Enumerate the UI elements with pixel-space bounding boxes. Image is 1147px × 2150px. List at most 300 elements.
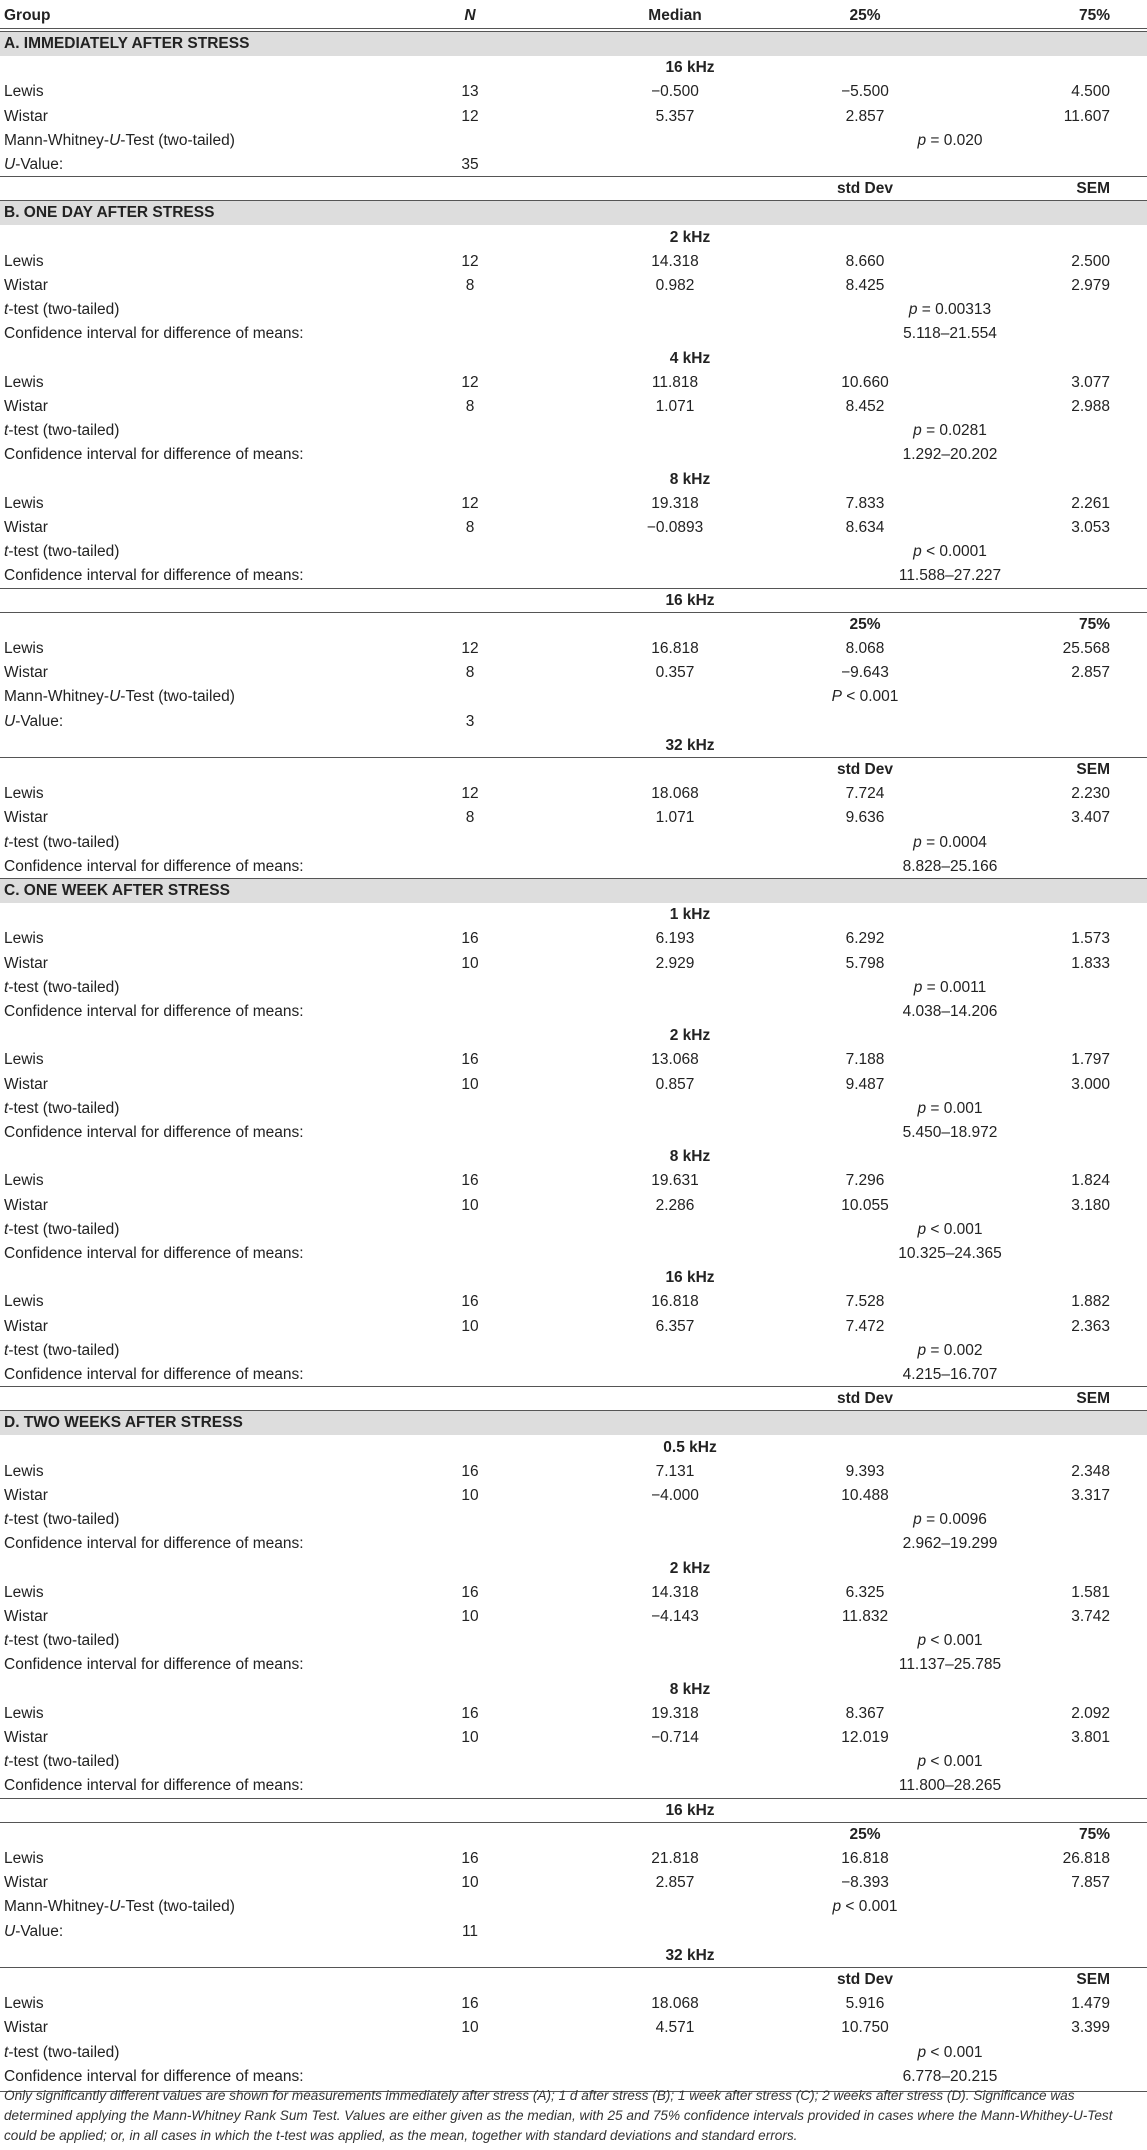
table-cell: 10 (461, 1487, 479, 1504)
table-row (0, 1460, 1147, 1484)
statistic-label-part: Confidence interval for difference of means: (4, 1535, 304, 1553)
table-cell: 1.479 (1071, 1995, 1110, 2013)
statistic-symbol: p (908, 301, 918, 319)
statistic-label (4, 1097, 119, 1121)
table-cell: 2.988 (1071, 398, 1110, 415)
frequency-subheader (0, 589, 1147, 613)
statistic-label (4, 2041, 119, 2065)
subheader-col-a: std Dev (837, 761, 893, 778)
subheader-row (0, 758, 1147, 782)
table-row (0, 274, 1147, 298)
frequency-label: 16 kHz (665, 1801, 715, 1819)
statistic-label (4, 1508, 119, 1532)
table-cell: 13.068 (651, 1051, 699, 1069)
table-cell: 26.818 (1062, 1850, 1110, 1867)
statistic-row (0, 1097, 1147, 1121)
statistic-result (780, 1242, 1120, 1266)
table-cell: 12 (461, 785, 479, 803)
statistic-label-part: -test (two-tailed) (8, 1099, 120, 1117)
table-cell: Lewis (4, 1293, 44, 1311)
frequency-subheader (0, 1145, 1147, 1169)
table-cell: 7.131 (655, 1462, 695, 1480)
table-row (0, 637, 1147, 661)
statistic-label-part: Confidence interval for difference of means: (4, 446, 304, 464)
table-cell: 12 (461, 640, 479, 657)
table-cell: 10.660 (841, 373, 889, 391)
table-cell: 18.068 (651, 1995, 699, 2013)
table-cell: −5.500 (841, 83, 889, 101)
statistic-label-part: t (4, 1099, 9, 1117)
statistic-symbol: p (913, 1511, 922, 1529)
table-cell: 10 (461, 1729, 479, 1746)
table-cell: 5.798 (845, 954, 885, 972)
table-cell: 1.071 (655, 809, 695, 827)
table-cell: 9.636 (845, 809, 885, 827)
statistic-label-part: t (4, 833, 9, 851)
statistic-label (4, 976, 119, 1000)
statistic-number: = 0.0281 (921, 422, 987, 440)
table-row (0, 1581, 1147, 1605)
table-row (0, 1484, 1147, 1508)
statistic-row (0, 1774, 1147, 1798)
statistic-label (4, 298, 119, 322)
subheader-col-a: std Dev (837, 1971, 893, 1988)
statistic-result (780, 2041, 1120, 2065)
table-cell: 3.180 (1071, 1196, 1110, 1214)
table-cell: 1.581 (1071, 1583, 1110, 1601)
statistic-label-part: -test (two-tailed) (8, 1511, 120, 1529)
table-header-row (0, 4, 1147, 28)
statistic-label-part: -test (two-tailed) (8, 543, 120, 561)
table-cell: 10 (461, 1075, 479, 1093)
statistic-label (4, 1339, 119, 1363)
table-row (0, 1605, 1147, 1629)
table-cell: 7.833 (845, 494, 885, 512)
table-cell: 14.318 (651, 252, 699, 270)
table-cell: Wistar (4, 1075, 48, 1093)
statistic-row (0, 419, 1147, 443)
table-cell: Lewis (4, 83, 44, 101)
statistic-label-part: t (4, 301, 9, 319)
statistic-label-part: t (4, 1511, 9, 1529)
statistic-result (780, 1750, 1120, 1774)
table-cell: Wistar (4, 809, 48, 827)
table-cell: 8.425 (845, 277, 885, 294)
table-cell: Wistar (4, 1487, 48, 1504)
statistic-row (0, 540, 1147, 564)
section-title: C. ONE WEEK AFTER STRESS (4, 882, 230, 899)
table-cell: 12 (461, 494, 479, 512)
statistic-row (0, 685, 1147, 709)
table-cell: 11.832 (841, 1608, 889, 1625)
statistic-result (780, 1774, 1120, 1798)
table-cell: 7.296 (845, 1172, 885, 1190)
statistic-label (4, 564, 304, 588)
statistic-label-part: t (4, 422, 9, 440)
table-cell: 7.528 (845, 1293, 885, 1311)
subheader-col-a: std Dev (837, 180, 893, 198)
statistic-number: 6.778–20.215 (902, 2067, 998, 2085)
table-cell: 2.979 (1071, 277, 1110, 294)
frequency-subheader (0, 1557, 1147, 1581)
table-cell: 10 (461, 954, 479, 972)
frequency-label: 16 kHz (665, 1269, 715, 1287)
subheader-col-b: SEM (1076, 1971, 1110, 1988)
statistic-row (0, 1895, 1147, 1919)
statistic-row (0, 1121, 1147, 1145)
statistic-label-part: Mann-Whitney- (4, 131, 110, 149)
frequency-subheader (0, 226, 1147, 250)
statistic-result (780, 1000, 1120, 1024)
table-cell: 11.607 (1063, 107, 1110, 125)
statistic-number: 4.038–14.206 (902, 1003, 998, 1020)
statistic-label-part: -Value: (15, 712, 64, 730)
statistic-label-part: U (109, 1898, 121, 1916)
table-cell: 16.818 (651, 1293, 699, 1311)
subheader-col-a: 25% (849, 615, 881, 633)
statistic-label-part: Confidence interval for difference of means: (4, 1777, 304, 1795)
statistic-number: < 0.0001 (921, 543, 987, 561)
table-row (0, 927, 1147, 951)
statistic-label-part: t (4, 1632, 9, 1650)
statistic-label-part: -test (two-tailed) (8, 1753, 120, 1771)
statistic-label (4, 1121, 304, 1145)
table-cell: −0.500 (651, 83, 699, 101)
table-row (0, 2016, 1147, 2040)
table-cell: 8 (465, 277, 475, 294)
table-cell: 5.916 (845, 1995, 885, 2013)
statistic-result (780, 322, 1120, 346)
table-cell: 11.818 (651, 373, 699, 391)
table-cell: 3.801 (1071, 1729, 1110, 1746)
statistic-label-part: Mann-Whitney- (4, 688, 110, 706)
statistic-label-part: -Value: (15, 156, 64, 173)
statistic-result (780, 1218, 1120, 1242)
statistic-row (0, 153, 1147, 177)
subheader-col-b: SEM (1076, 1390, 1110, 1408)
table-cell: −4.143 (651, 1608, 699, 1625)
statistic-label (4, 1653, 304, 1677)
statistic-result (780, 1121, 1120, 1145)
statistic-label-part: Confidence interval for difference of means: (4, 1245, 304, 1262)
statistic-label-part: U (4, 712, 16, 730)
statistic-number: 4.215–16.707 (902, 1366, 998, 1383)
table-cell: 2.857 (655, 1874, 695, 1892)
statistic-label-part: t (4, 1753, 9, 1771)
statistic-row (0, 2041, 1147, 2065)
statistic-label-part: -Test (two-tailed) (120, 688, 235, 706)
statistic-label-part: Confidence interval for difference of means: (4, 1003, 304, 1020)
statistic-label-part: -Test (two-tailed) (120, 1898, 235, 1916)
subheader-col-b: SEM (1076, 761, 1110, 778)
table-cell: 16 (461, 1704, 479, 1722)
statistic-result (780, 1097, 1120, 1121)
table-cell: 12.019 (841, 1729, 889, 1746)
table-cell: 8 (465, 398, 475, 415)
table-cell: 19.318 (651, 1704, 699, 1722)
statistic-label (4, 855, 304, 879)
statistic-symbol: p (832, 1898, 842, 1916)
table-cell: Wistar (4, 1608, 48, 1625)
statistic-label (4, 1218, 119, 1242)
table-cell: 16 (461, 1293, 479, 1311)
statistic-number: < 0.001 (926, 1753, 983, 1771)
statistic-number: 10.325–24.365 (898, 1245, 1002, 1262)
table-cell: −4.000 (651, 1487, 699, 1504)
header-rule (0, 28, 1147, 29)
col-header-median: Median (648, 7, 702, 24)
statistic-symbol: p (917, 1753, 927, 1771)
table-cell: −8.393 (841, 1874, 889, 1892)
table-cell: 8 (465, 664, 475, 682)
statistic-label-part: Confidence interval for difference of means: (4, 1656, 304, 1674)
statistic-result (780, 1363, 1120, 1387)
statistic-result (780, 976, 1120, 1000)
statistic-label-part: t (4, 1220, 9, 1238)
statistic-result (780, 1532, 1120, 1556)
subheader-col-b: 75% (1078, 1825, 1110, 1843)
statistic-number: 5.450–18.972 (902, 1124, 998, 1141)
statistic-label (4, 540, 119, 564)
statistic-label-part: U (109, 131, 121, 149)
statistic-number: = 0.0096 (921, 1511, 987, 1529)
table-cell: 10 (461, 1317, 479, 1335)
table-cell: 0.357 (655, 664, 695, 682)
statistic-symbol: p (913, 422, 922, 440)
table-row (0, 1194, 1147, 1218)
table-row (0, 250, 1147, 274)
statistic-number: 11.588–27.227 (898, 567, 1002, 585)
table-cell: Wistar (4, 398, 48, 415)
statistic-number: < 0.001 (841, 1898, 898, 1916)
table-row (0, 952, 1147, 976)
statistic-result (780, 540, 1120, 564)
section-header (0, 32, 1147, 56)
table-cell: Lewis (4, 1051, 44, 1069)
table-cell: 6.292 (845, 930, 885, 948)
frequency-label: 8 kHz (669, 1680, 711, 1698)
table-cell: 2.857 (845, 107, 885, 125)
table-cell: Wistar (4, 954, 48, 972)
table-cell: Lewis (4, 1172, 44, 1190)
table-cell: 10.055 (841, 1196, 889, 1214)
frequency-subheader (0, 1266, 1147, 1290)
table-cell: 9.487 (845, 1075, 885, 1093)
table-cell: 4.571 (655, 2019, 695, 2037)
table-cell: 12 (461, 373, 479, 391)
subheader-col-b: 75% (1078, 615, 1110, 633)
statistic-label-part: -test (two-tailed) (8, 301, 120, 319)
statistic-row (0, 1000, 1147, 1024)
statistic-row (0, 1920, 1147, 1944)
section-header (0, 879, 1147, 903)
subheader-row (0, 1387, 1147, 1411)
statistic-label (4, 443, 304, 467)
statistic-symbol: p (913, 978, 923, 996)
statistic-symbol: p (913, 833, 922, 851)
table-cell: 2.857 (1071, 664, 1110, 682)
table-cell: Wistar (4, 277, 48, 294)
table-row (0, 1048, 1147, 1072)
statistic-label (4, 1895, 235, 1919)
section-header (0, 201, 1147, 225)
table-cell: 10 (461, 1608, 479, 1625)
table-row (0, 1871, 1147, 1895)
table-cell: 14.318 (651, 1583, 699, 1601)
table-row (0, 806, 1147, 830)
statistic-label-part: -test (two-tailed) (8, 1220, 120, 1238)
statistic-label (4, 710, 63, 734)
table-cell: 1.573 (1071, 930, 1110, 948)
statistic-row (0, 322, 1147, 346)
statistic-result (780, 419, 1120, 443)
statistic-value: 11 (461, 1922, 479, 1940)
table-cell: 8 (465, 809, 475, 827)
statistic-label-part: Mann-Whitney- (4, 1898, 110, 1916)
subheader-row (0, 1823, 1147, 1847)
table-row (0, 1169, 1147, 1193)
table-cell: 10 (461, 2019, 479, 2037)
statistic-label-part: -test (two-tailed) (8, 422, 120, 440)
col-header-n: N (464, 7, 476, 24)
table-cell: 10 (461, 1196, 479, 1214)
table-cell: 3.053 (1071, 519, 1110, 536)
statistic-result (780, 1629, 1120, 1653)
statistic-label-part: -test (two-tailed) (8, 833, 120, 851)
frequency-subheader (0, 1678, 1147, 1702)
table-cell: 9.393 (845, 1462, 885, 1480)
table-cell: Lewis (4, 373, 44, 391)
statistic-row (0, 1242, 1147, 1266)
col-header-75: 75% (1078, 7, 1110, 24)
frequency-label: 16 kHz (665, 591, 715, 609)
table-cell: Lewis (4, 1850, 44, 1867)
subheader-col-a: 25% (849, 1825, 881, 1843)
statistic-result (780, 1339, 1120, 1363)
col-header-group: Group (4, 7, 51, 24)
table-cell: 16.818 (841, 1850, 889, 1867)
table-row (0, 395, 1147, 419)
subheader-col-a: std Dev (837, 1390, 893, 1408)
statistic-row (0, 1218, 1147, 1242)
table-cell: 7.472 (845, 1317, 885, 1335)
table-cell: 7.188 (845, 1051, 885, 1069)
table-cell: 25.568 (1062, 640, 1110, 657)
statistic-label (4, 1000, 304, 1024)
statistic-number: 11.137–25.785 (898, 1656, 1002, 1674)
section-title: B. ONE DAY AFTER STRESS (4, 204, 215, 222)
table-cell: 2.261 (1071, 494, 1110, 512)
statistic-row (0, 1508, 1147, 1532)
table-cell: 16 (461, 1051, 479, 1069)
statistic-number: < 0.001 (926, 1220, 983, 1238)
statistic-row (0, 1363, 1147, 1387)
table-cell: 10.488 (841, 1487, 889, 1504)
table-cell: 3.742 (1071, 1608, 1110, 1625)
table-cell: Lewis (4, 785, 44, 803)
table-cell: 16 (461, 1583, 479, 1601)
frequency-subheader (0, 1024, 1147, 1048)
table-cell: Wistar (4, 107, 48, 125)
table-cell: Lewis (4, 494, 44, 512)
statistic-label (4, 129, 235, 153)
table-cell: 3.077 (1071, 373, 1110, 391)
frequency-label: 8 kHz (669, 470, 711, 488)
table-cell: 1.797 (1071, 1051, 1110, 1069)
statistic-result (740, 1895, 990, 1919)
statistic-symbol: p (913, 543, 922, 561)
table-cell: 13 (461, 83, 479, 101)
statistic-number: < 0.001 (926, 1632, 983, 1650)
table-cell: Lewis (4, 930, 44, 948)
statistic-row (0, 1629, 1147, 1653)
col-header-25: 25% (849, 7, 881, 24)
table-row (0, 1290, 1147, 1314)
statistic-row (0, 1750, 1147, 1774)
table-cell: 7.857 (1071, 1874, 1110, 1892)
frequency-label: 8 kHz (669, 1148, 711, 1166)
section-title: D. TWO WEEKS AFTER STRESS (4, 1414, 243, 1432)
table-cell: 8.068 (845, 640, 885, 657)
statistic-result (780, 1508, 1120, 1532)
statistic-value: 35 (461, 156, 479, 173)
statistic-label (4, 1242, 304, 1266)
table-cell: 16 (461, 1462, 479, 1480)
statistic-label-part: t (4, 2043, 9, 2061)
table-cell: Lewis (4, 640, 44, 657)
statistic-label-part: -test (two-tailed) (8, 1341, 120, 1359)
frequency-label: 32 kHz (665, 736, 715, 754)
frequency-subheader (0, 56, 1147, 80)
table-cell: 3.399 (1071, 2019, 1110, 2037)
frequency-subheader (0, 347, 1147, 371)
statistic-label (4, 1774, 304, 1798)
frequency-label: 32 kHz (665, 1946, 715, 1964)
table-cell: 3.407 (1071, 809, 1110, 827)
statistic-row (0, 564, 1147, 588)
statistic-number: = 0.0004 (921, 833, 987, 851)
table-cell: 18.068 (651, 785, 699, 803)
statistic-row (0, 831, 1147, 855)
table-row (0, 1726, 1147, 1750)
statistic-label (4, 1750, 119, 1774)
statistic-label-part: Confidence interval for difference of means: (4, 1366, 304, 1383)
statistic-number: = 0.0011 (922, 978, 987, 996)
statistic-row (0, 129, 1147, 153)
table-cell: −0.0893 (646, 519, 704, 536)
table-cell: 8.452 (845, 398, 885, 415)
statistic-row (0, 976, 1147, 1000)
table-cell: Lewis (4, 1704, 44, 1722)
statistic-label-part: Confidence interval for difference of means: (4, 857, 304, 875)
table-cell: 16 (461, 1850, 479, 1867)
statistic-label (4, 153, 63, 177)
table-cell: 8.634 (845, 519, 885, 536)
table-row (0, 516, 1147, 540)
statistic-result (780, 564, 1120, 588)
table-cell: 6.325 (845, 1583, 885, 1601)
table-cell: 21.818 (651, 1850, 699, 1867)
frequency-subheader (0, 1436, 1147, 1460)
statistic-result (780, 1653, 1120, 1677)
statistic-value: 3 (465, 712, 475, 730)
table-cell: 16 (461, 1995, 479, 2013)
statistic-label-part: Confidence interval for difference of means: (4, 567, 304, 585)
statistic-number: 1.292–20.202 (902, 446, 998, 464)
table-cell: 19.318 (651, 494, 699, 512)
subheader-row (0, 613, 1147, 637)
frequency-label: 2 kHz (669, 1559, 711, 1577)
